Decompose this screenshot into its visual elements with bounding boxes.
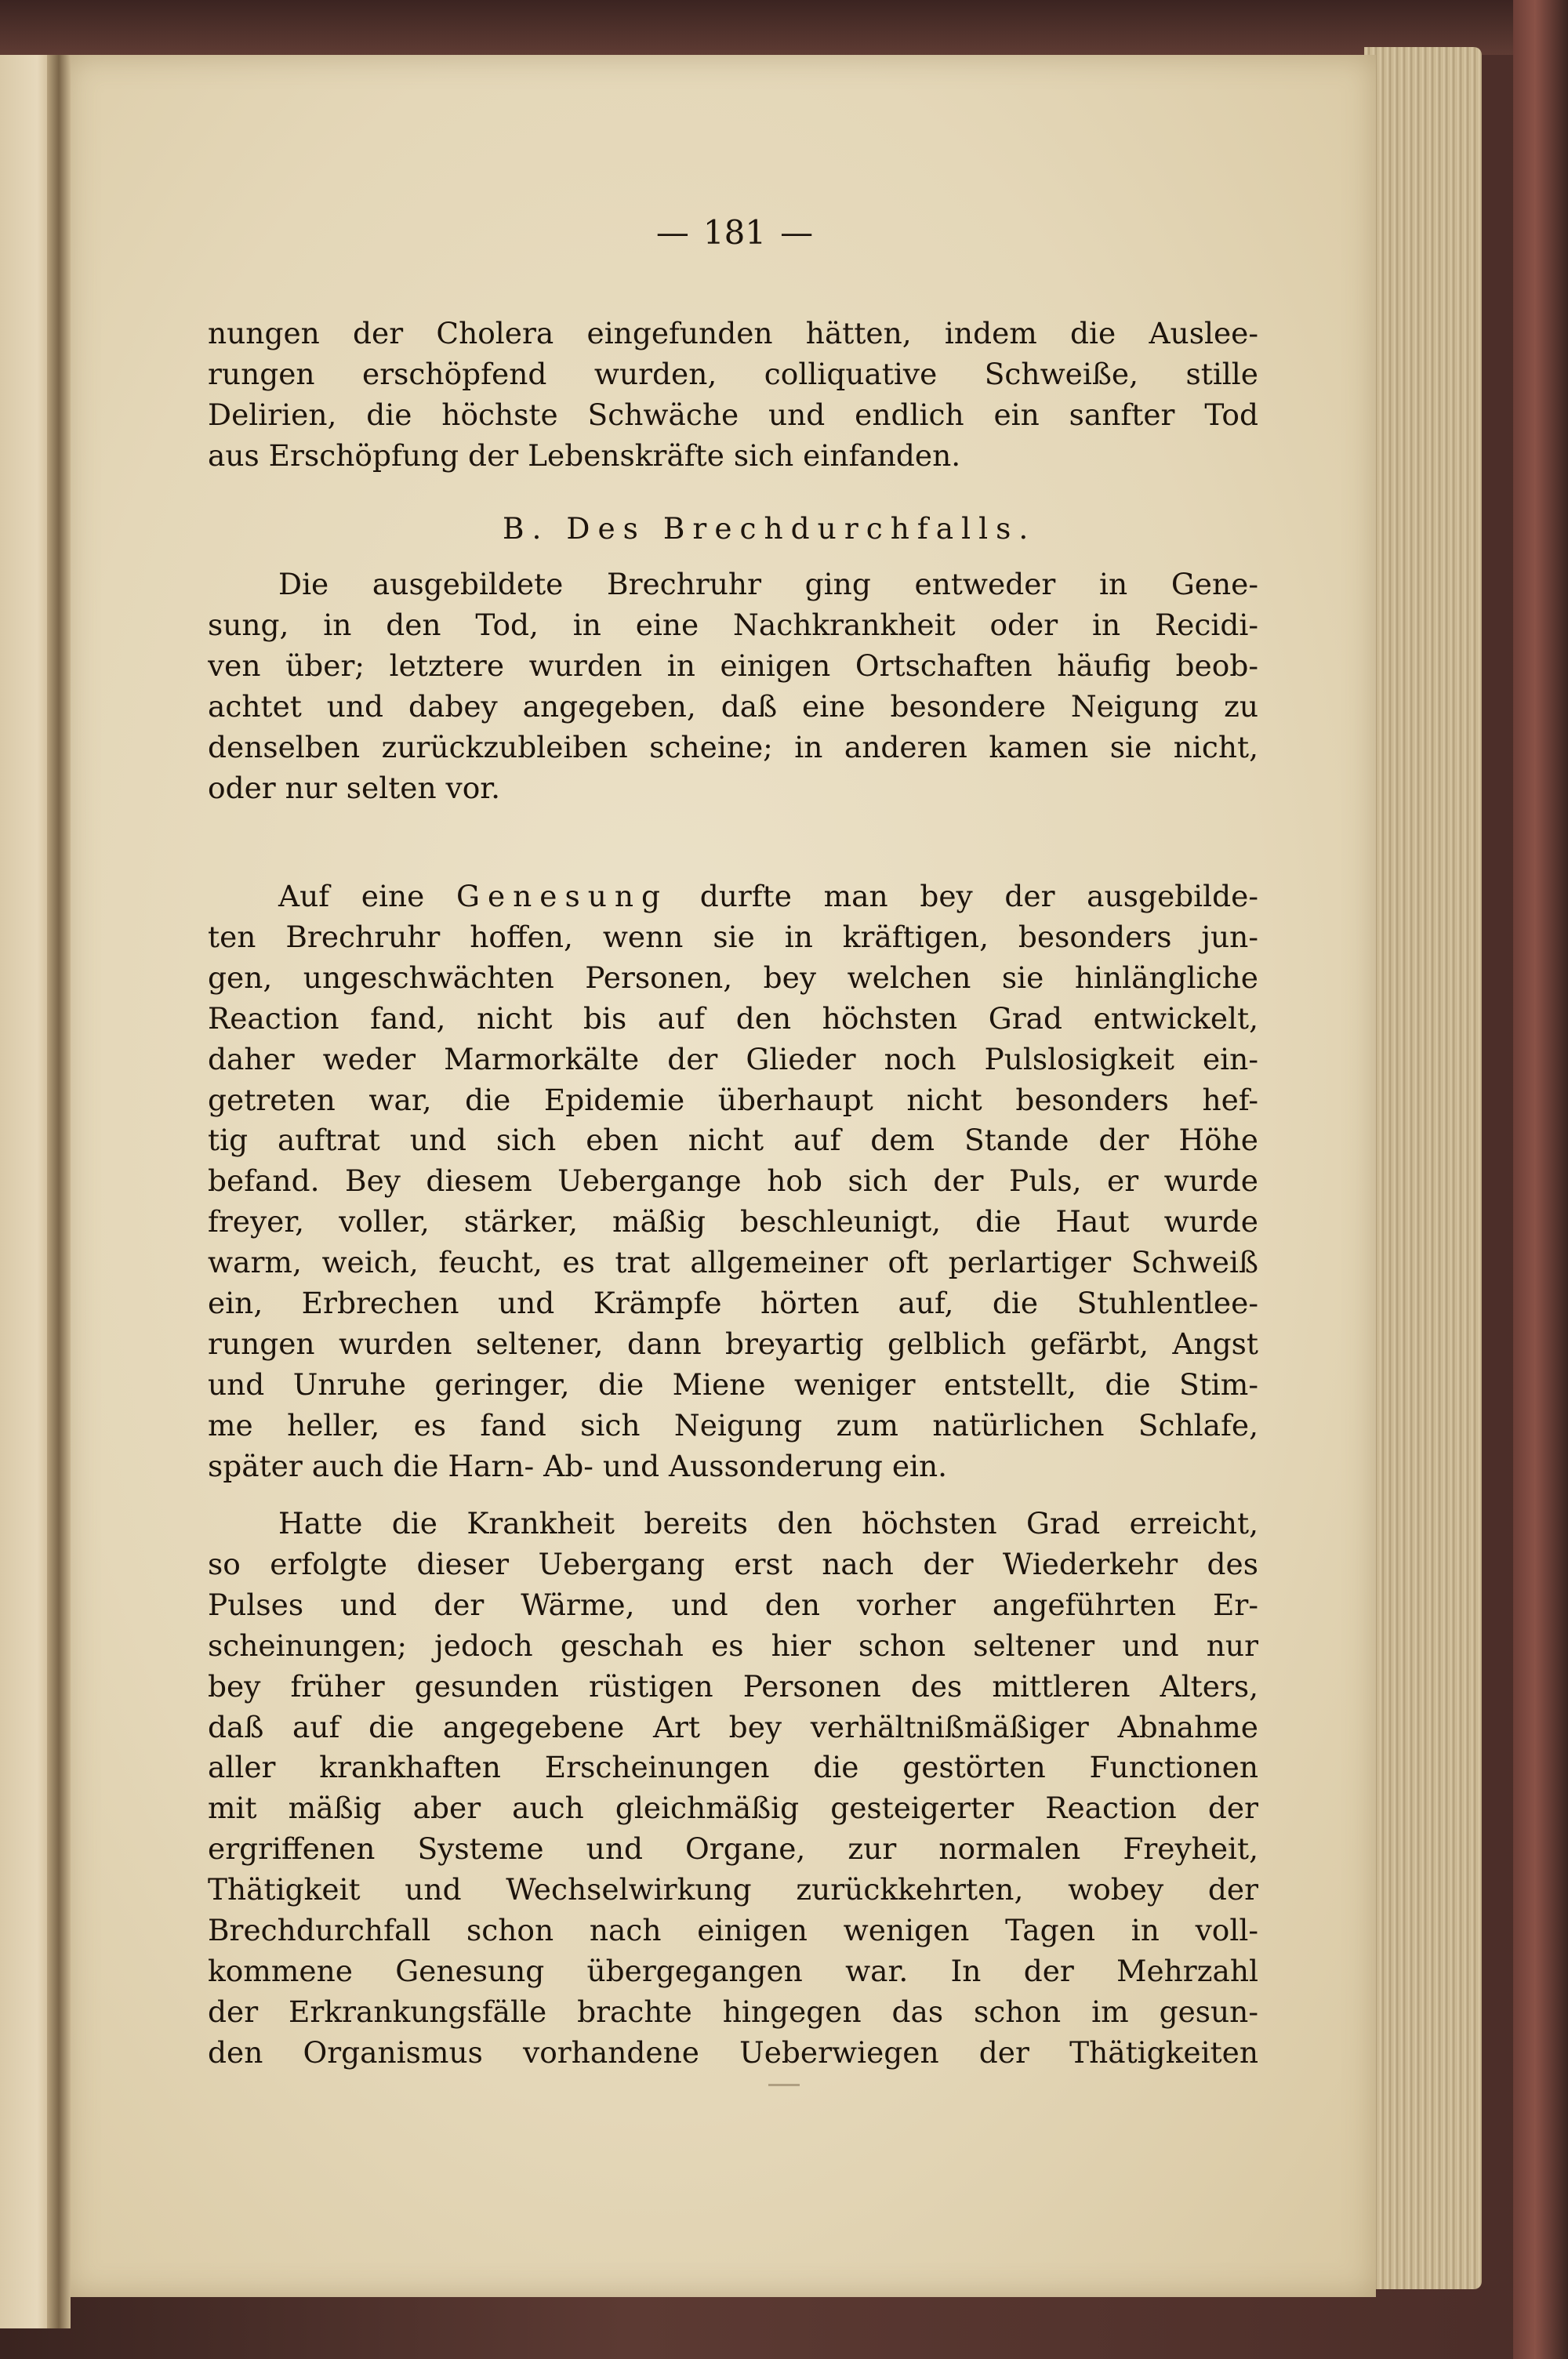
text-line: warm, weich, feucht, es trat allgemeiner oft perlartiger Schweiß	[208, 1245, 1258, 1280]
text-line: rungen wurden seltener, dann breyartig gelblich gefärbt, Angst	[208, 1326, 1258, 1361]
section-title: Des Brechdurchfalls.	[566, 511, 1036, 546]
cover-top-edge	[0, 0, 1568, 55]
text-line: Delirien, die höchste Schwäche und endlich ein sanfter Tod	[208, 397, 1258, 432]
paragraph-3	[208, 876, 1258, 1487]
section-heading	[208, 490, 1258, 568]
text-line: ven über; letztere wurden in einigen Ortschaften häufig beob-	[208, 648, 1258, 683]
text-line: der Erkrankungsfälle brachte hingegen das schon im gesun-	[208, 1994, 1258, 2029]
cover-right-edge	[1513, 0, 1568, 2359]
text-line: befand. Bey diesem Uebergange hob sich der Puls, er wurde	[208, 1163, 1258, 1199]
text-line: scheinungen; jedoch geschah es hier schon seltener und nur	[208, 1628, 1258, 1663]
text-line: gen, ungeschwächten Personen, bey welchen sie hinlängliche	[208, 960, 1258, 995]
book-page	[67, 55, 1376, 2297]
text-line: und Unruhe geringer, die Miene weniger entstellt, die Stim-	[208, 1366, 1258, 1402]
text-line: denselben zurückzubleiben scheine; in anderen kamen sie nicht,	[208, 729, 1258, 764]
text-line: getreten war, die Epidemie überhaupt nicht besonders hef-	[208, 1082, 1258, 1117]
text-line: me heller, es fand sich Neigung zum natürlichen Schlafe,	[208, 1407, 1258, 1443]
text-line: so erfolgte dieser Uebergang erst nach der Wiederkehr des	[208, 1546, 1258, 1581]
text-line: nungen der Cholera eingefunden hätten, indem die Auslee-	[208, 316, 1258, 350]
text-line: Hatte die Krankheit bereits den höchsten Grad erreicht,	[278, 1506, 1258, 1541]
text-line: tig auftrat und sich eben nicht auf dem Stande der Höhe	[208, 1123, 1258, 1158]
text-line: Reaction fand, nicht bis auf den höchsten Grad entwickelt,	[208, 1000, 1258, 1036]
text-line: achtet und dabey angegeben, daß eine besondere Neigung zu	[208, 688, 1258, 724]
paragraph-2	[208, 564, 1258, 808]
text-line: bey früher gesunden rüstigen Personen des mittleren Alters,	[208, 1668, 1258, 1704]
section-label: B.	[503, 511, 550, 546]
page-gutter	[47, 55, 71, 2328]
header-dash-left: —	[655, 213, 689, 252]
text-line: mit mäßig aber auch gleichmäßig gesteigerter Reaction der	[208, 1791, 1258, 1826]
page-number: 181	[702, 213, 767, 252]
emphasis-text: Genesung	[456, 879, 669, 913]
text-line: kommene Genesung übergegangen war. In der Mehrzahl	[208, 1953, 1258, 1988]
text-line: ein, Erbrechen und Krämpfe hörten auf, die Stuhlentlee-	[208, 1286, 1258, 1321]
text-run: durfte man bey der ausgebilde-	[699, 879, 1258, 913]
text-line: ergriffenen Systeme und Organe, zur normalen Freyheit,	[208, 1831, 1258, 1867]
footer-mark	[768, 2084, 800, 2086]
left-page-edge	[0, 55, 53, 2328]
text-line: Die ausgebildete Brechruhr ging entweder in Gene-	[278, 567, 1258, 601]
paragraph-1	[208, 314, 1258, 477]
page-header	[578, 213, 891, 252]
text-line: Thätigkeit und Wechselwirkung zurückkehrten, wobey der	[208, 1872, 1258, 1907]
text-line: daß auf die angegebene Art bey verhältnißmäßiger Abnahme	[208, 1709, 1258, 1744]
text-line: aller krankhaften Erscheinungen die gestörten Functionen	[208, 1750, 1258, 1785]
text-line: Brechdurchfall schon nach einigen wenigen Tagen in voll-	[208, 1913, 1258, 1948]
header-dash-right: —	[780, 213, 814, 252]
text-line: den Organismus vorhandene Ueberwiegen der Thätigkeiten	[208, 2034, 1258, 2070]
text-line: oder nur selten vor.	[208, 770, 501, 805]
text-line: später auch die Harn- Ab- und Aussonderung ein.	[208, 1448, 948, 1483]
text-line: Pulses und der Wärme, und den vorher angeführten Er-	[208, 1587, 1258, 1622]
text-line: ten Brechruhr hoffen, wenn sie in kräftigen, besonders jun-	[208, 919, 1258, 954]
lead-text: Auf eine	[278, 879, 425, 913]
text-line: sung, in den Tod, in eine Nachkrankheit oder in Recidi-	[208, 607, 1258, 642]
text-line	[208, 876, 1258, 917]
text-line: freyer, voller, stärker, mäßig beschleunigt, die Haut wurde	[208, 1204, 1258, 1239]
text-line: rungen erschöpfend wurden, colliquative Schweiße, stille	[208, 356, 1258, 391]
text-line: daher weder Marmorkälte der Glieder noch Pulslosigkeit ein-	[208, 1041, 1258, 1076]
paragraph-4	[208, 1504, 1258, 2074]
text-line: aus Erschöpfung der Lebenskräfte sich einfanden.	[208, 437, 961, 473]
page-leaves-edge	[1364, 47, 1482, 2289]
